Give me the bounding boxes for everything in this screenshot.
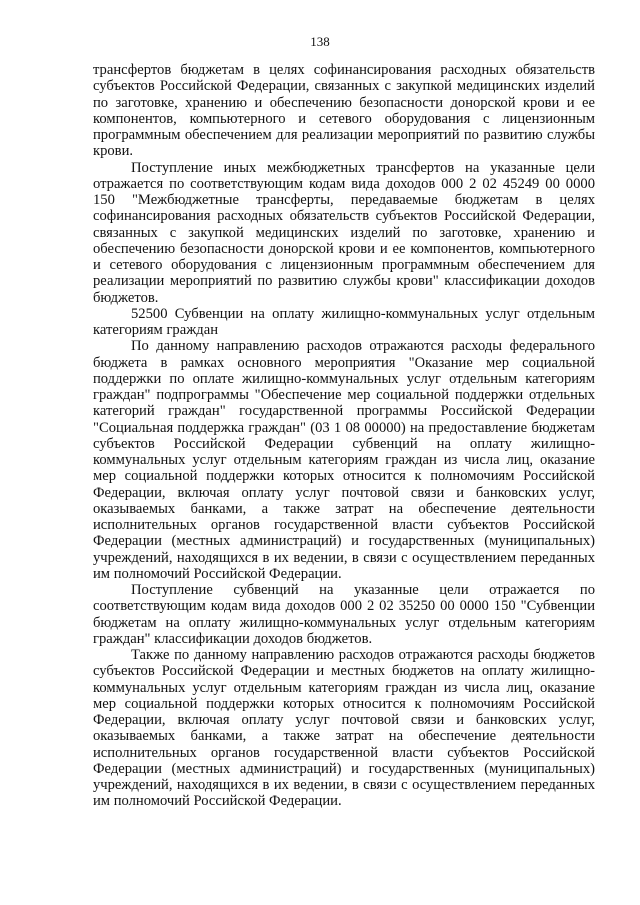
- paragraph-continuation: трансфертов бюджетам в целях софинансирования расходных обязательств субъектов Российской Федерации, связанных с закупкой медицинских изделий по заготовке, хранению и обеспечению безопасности донорской крови и ее компонентов, компьютерного и сетевого оборудования с лицензионным программным обеспечением для реализации мероприятий по развитию службы крови.: [93, 62, 595, 160]
- document-body: [93, 62, 595, 810]
- section-heading-52500: 52500 Субвенции на оплату жилищно-коммунальных услуг отдельным категориям граждан: [93, 305, 595, 338]
- paragraph-income-transfers: Поступление иных межбюджетных трансфертов на указанные цели отражается по соответствующим кодам вида доходов 000 2 02 45249 00 0000 150 "Межбюджетные трансферты, передаваемые бюджетам в целях софинансирования расходных обязательств субъектов Российской Федерации, связанных с закупкой медицинских изделий по заготовке, хранению и обеспечению безопасности донорской крови и ее компонентов, компьютерного и сетевого оборудования с лицензионным программным обеспечением для реализации мероприятий по развитию службы крови" классификации доходов бюджетов.: [93, 159, 595, 306]
- paragraph-regional-expenses: Также по данному направлению расходов отражаются расходы бюджетов субъектов Российской Федерации и местных бюджетов на оплату жилищно-коммунальных услуг отдельным категориям граждан из числа лиц, оказание мер социальной поддержки которых относится к полномочиям Российской Федерации, включая оплату услуг почтовой связи и банковских услуг, оказываемых банками, а также затрат на обеспечение деятельности исполнительных органов государственной власти субъектов Российской Федерации (местных администраций) и государственных (муниципальных) учреждений, находящихся в их ведении, в связи с осуществлением переданных им полномочий Российской Федерации.: [93, 647, 595, 810]
- page-number: 138: [310, 34, 330, 49]
- paragraph-income-subventions: Поступление субвенций на указанные цели отражается по соответствующим кодам вида доходов 000 2 02 35250 00 0000 150 "Субвенции бюджетам на оплату жилищно-коммунальных услуг отдельным категориям граждан" классификации доходов бюджетов.: [93, 582, 595, 647]
- paragraph-federal-expenses: По данному направлению расходов отражаются расходы федерального бюджета в рамках основного мероприятия "Оказание мер социальной поддержки по оплате жилищно-коммунальных услуг отдельным категориям граждан" подпрограммы "Обеспечение мер социальной поддержки отдельных категорий граждан" государственной программы Российской Федерации "Социальная поддержка граждан" (03 1 08 00000) на предоставление бюджетам субъектов Российской Федерации субвенций на оплату жилищно-коммунальных услуг отдельным категориям граждан из числа лиц, оказание мер социальной поддержки которых относится к полномочиям Российской Федерации, включая оплату услуг почтовой связи и банковских услуг, оказываемых банками, а также затрат на обеспечение деятельности исполнительных органов государственной власти субъектов Российской Федерации (местных администраций) и государственных (муниципальных) учреждений, находящихся в их ведении, в связи с осуществлением переданных им полномочий Российской Федерации.: [93, 338, 595, 582]
